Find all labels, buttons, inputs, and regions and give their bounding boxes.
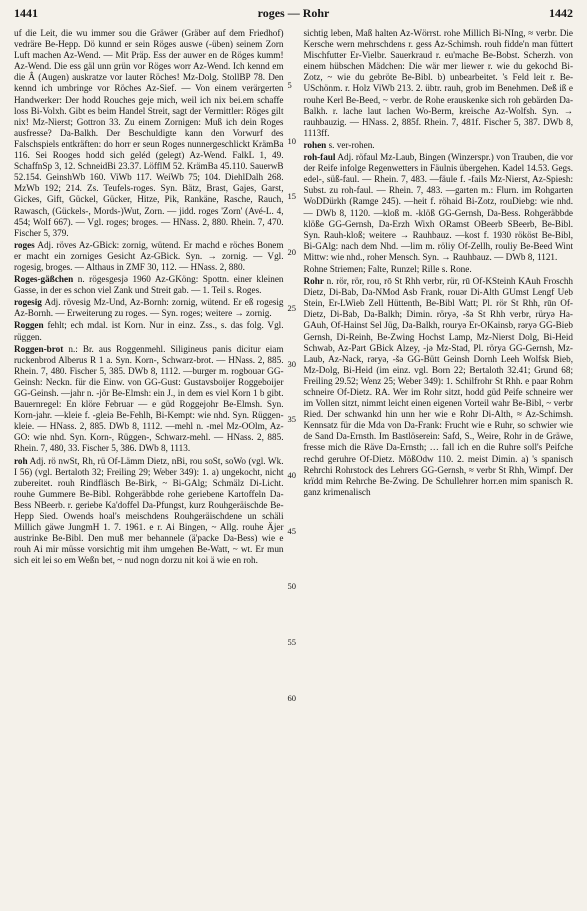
entry-text: n.: Br. aus Roggenmehl. Siligineus panis dicitur eiam ruckenbrod Alberus R 1 a. Syn. Korn-, Schwarz-brot. — HNass. 2, 885. Rhein. 7, 480. Fischer 5, 385. DWb 8, 1112. —burger m. rogbouər GG-Geinsh: Neckn. für die Einw. von GG-Gust: Gustavsboijer Roggeboijer GG-Geinsh. —jahr n. -jör Be-Elmsh: ein J., in dem es viel Korn 1 b gibt. Bauernregel: En klöre Februar — e güd Roggejohr Be-Elmsh. Syn. Korn-jahr. —kleie f. -gleiə Be-Fehlh, Bi-Kempt: wie nhd. Syn. Rüggen-kleie. — HNass. 2, 885. DWb 8, 1112. —mehl n. -mel Mz-OOlm, Az-GO: wie nhd. Syn. Korn-, Rüggen-, Schwarz-mehl. — HNass. 2, 885. Rhein. 7, 480, 33. Fischer 5, 386. DWb 8, 1113. bbox=[14, 343, 284, 454]
line-number: 55 bbox=[287, 637, 297, 647]
line-number: 45 bbox=[287, 525, 297, 536]
right-page-number: 1442 bbox=[549, 6, 573, 20]
entry-text: uf die Leit, die wu immer sou die Gräwer (Gräber auf dem Friedhof) vedräre Be-Hepp. Dö kunnd er sein Röges auswe (-üben) seinem Zorn Luft machen Az-Wend. — Mit Präp. Ess der auwer en de Röges kumm! Az-Wend. Die ess gäl unn grün vor Röges worr Az-Wend. Ich kennd em die Â (Augen) auskratze vor lauter Röches! Mz-Dolg. StollBP 78. Den kennd ich umbringe vor Röches Az-Sief. — Von einem verärgerten Handwerker: Der hodd Rouches geje mich, weil ich nix bei.em schaffe loss Bi-Volxh. Gibt es beim Handel Streit, sagt der Vermittler: Röges gilt nix! Mz-Nierst; Gottron 33. Zu einem Zornigen: Muß ich dein Roges ausfresse? Da-Balkh. Der Beschuldigte kann den Vorwurf des Falschspiels entkräften: do horr er seun Roges nunnergeschlickt KrämBa 116. Sei Rooges hodd sich geléd (gelegt) Az-Wend. FalkL 1, 49. SchaffnSp 3, 12. SchneidBi 23.37. LöfflM 52. KrämBa 45.110. SauerwB 52.154. GeinshWb 160. ViWb 117. WeiWb 75; 104. DiehlDalh 268. MzWb 192; 214. Zs. Teufels-roges. Syn. Bätz, Brast, Gajes, Garst, Gickes, Gift, Gückel, Gücker, Hitze, Pik, Rankäne, Rasche, Rauch, Rawasch, (Gückels-, Mords-)Wut, Zorn. — jidd. roges 'Zorn' (Avé-L. 4, 454; Wolf 667). — Vgl. roges; broges. — HNass. 2, 880. Rhein. 7, 470. Fischer 5, 379. bbox=[14, 28, 284, 238]
line-number: 60 bbox=[287, 692, 297, 703]
dictionary-entry bbox=[303, 276, 573, 498]
entry-text: fehlt; ech mdal. ist Korn. Nur in einz. Zss., s. das folg. Vgl. rüggen. bbox=[14, 320, 284, 342]
line-number: 15 bbox=[287, 191, 297, 202]
entry-lemma: rohen bbox=[303, 139, 327, 150]
entry-text: Adj. röfaul Mz-Laub, Bingen (Winzerspr.) von Trauben, die vor der Reife infolge Regenwetters in Fäulnis übergehen. Kadel 14.53. Gegs. edel-, süß-faul. — Rhein. 7, 483. —fäule f. -fails Mz-Nierst, Az-Spiesh: Subst. zu roh-faul. — Rhein. 7, 483. —garten m.: Flurn. im Rohgarten WoDDürkh (Ramge 245). —heit f. röhaid Bi-Zotz, rouDiebg: wie nhd. — DWb 8, 1120. —kloß m. -klöß GG-Gernsh, Da-Bess. Rohgeräbbde klöße GG-Gernsh, Da-Erzh Wixh ORamst OBeerb SBeerb, Be-Bibl. Syn. Rauh-kloß; weitere → Rauhbauz. —kost f. 1930 rököst Be-Bibl, Bi-GAlg: nach dem Nhd. —lim m. röliy Of-Zellh, rouliy Be-Beed Wint Mittw: wie nhd., roher Mensch. Syn. → Rauhbauz. — DWb 8, 1121. bbox=[303, 152, 573, 262]
entry-lemma: Roggen-brot bbox=[14, 343, 64, 354]
dictionary-entry bbox=[14, 456, 284, 567]
right-column bbox=[303, 28, 573, 908]
text-columns bbox=[14, 28, 573, 908]
entry-text: sichtig leben, Maß halten Az-Wörrst. rohe Millich Bi-NIng, ≈ verbr. Die Kersche wern mehrschdens r. gess Az-Schimsh. rouh fidde'n man füttert Mischfutter Er-Vielbr. Sauerkraud r. eu'mache Be-Bobst. Scherzh. von einem hübschen Mädchen: Die wär mer liewer r. wie du gekochd Bi-Zotz, ~ wie du gebröte Be-Bibl. b) unbearbeitet. 's Feld leit r. Be-USchönm. r. Holz ViWb 213. 2. übtr. rauh, grob im Benehmen. Deß iß e rouhe Kerl Be-Beed, ~ verbr. de Rohe erauskenke sich roh gebärden Da-Balkh. r. lache laut lachen Wo-Berm, kreische Az-Wolfsh. Syn. → rauhbauzig. — HNass. 2, 885f. Rhein. 7, 481f. Fischer 5, 387. DWb 8, 1113ff. bbox=[303, 28, 573, 138]
entry-lemma: Rohr bbox=[303, 276, 324, 287]
line-number-gutter bbox=[284, 28, 304, 908]
entry-lemma: Roggen bbox=[14, 320, 44, 331]
entry-lemma: Roges-gäßchen bbox=[14, 274, 74, 285]
entry-text: Adj. rövesig Mz-Und, Az-Bornh: zornig, wütend. Er eß rogesig Az-Bornh. — Erweiterung zu roges. — Syn. roges; weitere → zornig. bbox=[14, 297, 284, 319]
entry-lemma: rogesig bbox=[14, 297, 42, 308]
entry-text: Adj. rö nwSt, Rh, rü Of-Lämm Dietz, nBi, rou soSt, soWo (vgl. Wk. I 56) (vgl. Bertaloth 32; Freiling 29; Weber 349): 1. a) ungekocht, nicht zubereitet. rouh Rindfläsch Be-Birk, ~ Bi-GAlg; Schmälz Di-Licht. rouhe Gummere Be-Bibl. Rohgeräbbde rohe geriebene Kartoffeln Da-Bess NBeerb. r. geriebe Ka'doffel Da-Pfungst, kurz Rouhgeräischde Be-Hepp Sied. Owends hoal's meischdens Rouhgeräischdene un schäli Millich gäwe JungmH 1. 7. 1961. e r. Ai Bingen, ~ Allg. rouhe Äjer austrinke Be-Bibl. Den muß mer behannele (ä'packe Da-Bess) wie e rouh Ai mir müsse vorsichtig mit ihm umgehen Be-Watt, ~ wt. Er mun sich eit lei so em Weßn bet, ~ nud nogn dorzu nit koi ä wie en roh. bbox=[14, 455, 284, 566]
line-number: 25 bbox=[287, 302, 297, 313]
dictionary-entry bbox=[14, 240, 284, 273]
dictionary-entry bbox=[303, 264, 573, 275]
dictionary-entry bbox=[303, 28, 573, 139]
entry-lemma: roh-faul bbox=[303, 152, 336, 163]
entry-lemma: roh bbox=[14, 455, 28, 466]
page-header bbox=[14, 6, 573, 22]
entry-text: n. rögesgesjə 1960 Az-GKöng: Spottn. einer kleinen Gasse, in der es schon viel Zank und Streit gab. — 1. Teil s. Roges. bbox=[14, 274, 284, 296]
line-number: 10 bbox=[287, 135, 297, 146]
entry-text: n. rör, rör, rou, rō St Rhh verbr, rür, rū Of-KSteinh KAuh Froschh Dietz, Di-Bab, Da-NMod Asb Frank, rouər Di-Alth GUmst Lengf Ueb Stein, Er-LWieb Zell Hüttenth, Be-Bibl Watt; Pl. rör St Rhh, rūn Of-Dietz, Di-Bab, Da-Balkh; Dimin. röryə, -šə St Rhh verbr, rüryə Ha-GAuh, Of-Hainst Sel Jüg, Da-Balkh, rouryə Er-OKainsb, rəryə GG-Bieb Gernsh, Di-Reinh, Be-Zwing Hochst Lamp, Mz-Nierst Dolg, Bi-Heid Schwab, Az-Part GBick Alzey, -jə Mz-Stad, Pl. rörya GG-Gernsh, Mz-Laub, Az-Nack, rəryə, -šə GG-Bütt Geinsh Dornh Leeh Wolfsk Bieb, Mz-Dolg, Bi-Heid (im einz. vgl. Born 22; Bertaloth 32.41; Grund 68; Freiling 29.52; Wenz 25; Weber 349): 1. Schilfrohr St Rhh. e paar Rohrn schneire Of-Dietz. RA. Wer im Rohr sitzt, hodd güd Peife schneire wer im Vollen sitzt, nimmt leicht einen eigenen Vorteil wahr Be-Bibl, ~ verbr Ried. Der schwankd hin unn her wie e Rohr Di-Alth, ≈ Az-Schimsh. Kennsatz für die Mda von Da-Frank: Frucht wie e Ruhr, so schwier wie de Sand Da-Ernsth. Im Bastlöserein: Safd, S., Weire, Rohr in de Gräwe, fresse mich die Räve Da-Ernsth; … fall ich en die Ruhre soll's Peifche rechd geruhre Of-Dietz. MößOdw 110. 2. meist Dimin. a) 's spanisch Rehrchi Rohrstock des Lehrers GG-Gernsh, ≈ verbr St Rhh, Wimpf. Der krïdd mim Rehrche Be-Zwing. De Schullehrer horr.en mim spanisch R. ganz krimenalisch bbox=[303, 276, 573, 497]
dictionary-entry bbox=[14, 297, 284, 319]
dictionary-entry bbox=[14, 320, 284, 342]
line-number: 5 bbox=[287, 80, 292, 90]
entry-text: s. ver-rohen. bbox=[328, 139, 375, 150]
dictionary-entry bbox=[14, 28, 284, 239]
dictionary-entry bbox=[14, 344, 284, 455]
left-page-number: 1441 bbox=[14, 6, 38, 20]
line-number: 35 bbox=[287, 414, 297, 425]
line-number: 40 bbox=[287, 469, 297, 480]
entry-lemma: roges bbox=[14, 239, 35, 250]
dictionary-entry bbox=[303, 152, 573, 263]
dictionary-entry bbox=[14, 274, 284, 296]
line-number: 30 bbox=[287, 358, 297, 369]
left-column bbox=[14, 28, 284, 908]
running-title: roges — Rohr bbox=[257, 6, 330, 20]
entry-text: Adj. röves Az-GBick: zornig, wütend. Er machd e röches Bonem er macht ein zorniges Gesicht Az-GBick. Syn. → zornig. — Vgl. rogesig, broges. — Althaus in ZMF 30, 112. — HNass. 2, 880. bbox=[14, 239, 284, 272]
line-number: 20 bbox=[287, 247, 297, 258]
entry-text: Rohne Striemen; Falte, Runzel; Rille s. Rone. bbox=[303, 263, 472, 274]
line-number: 50 bbox=[287, 581, 297, 592]
dictionary-entry bbox=[303, 140, 573, 151]
